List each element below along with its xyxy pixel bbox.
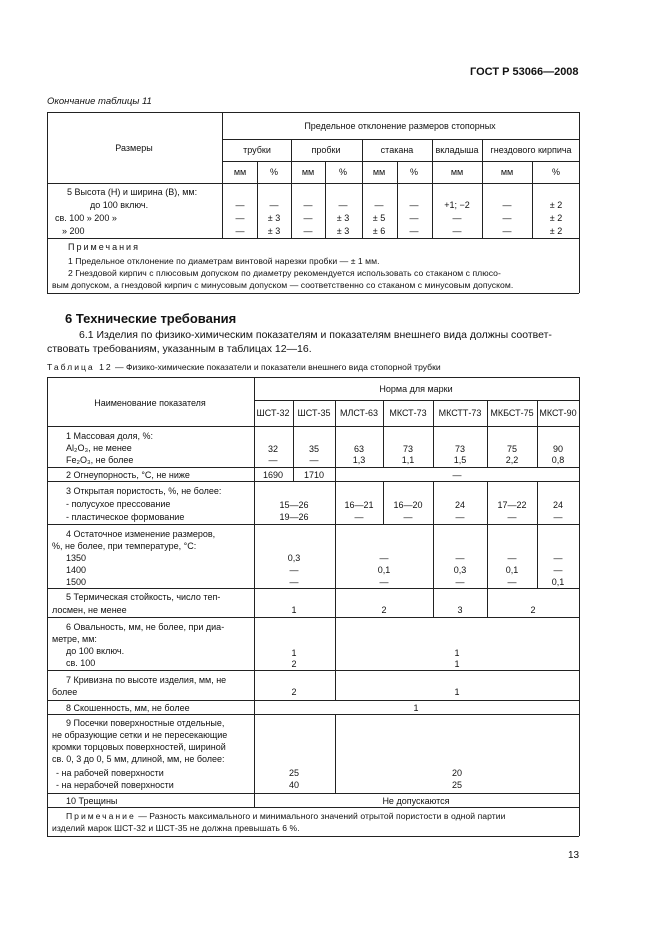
t11-col-sizes: Размеры (115, 143, 153, 153)
t12-cell: 0,1 (377, 565, 391, 575)
t11-cell: — (452, 226, 462, 236)
t12-cell: — (309, 455, 319, 465)
t12-cell: 0,1 (505, 565, 519, 575)
t12-cell: — (289, 565, 299, 575)
t11-unit: мм (450, 167, 464, 177)
t11-cell: — (235, 213, 245, 223)
t12-cell: 35 (308, 444, 320, 454)
t12-cell: 1 (291, 648, 297, 658)
t11-cell: — (409, 213, 419, 223)
t12-mark: МКСТ-90 (539, 408, 577, 418)
t12-cell: 16—21 (344, 500, 374, 510)
t11-cell: ± 2 (549, 213, 563, 223)
t11-cell: ± 2 (549, 226, 563, 236)
t12-cell: 19—26 (279, 512, 309, 522)
t11-cell: +1; −2 (444, 200, 470, 210)
t11-row-label: » 200 (62, 226, 85, 236)
t12-cell: 1 (454, 659, 460, 669)
t11-unit: % (409, 167, 419, 177)
t12-cell: 63 (353, 444, 365, 454)
t12-cell: — (455, 512, 465, 522)
t12-mark: ШСТ-32 (256, 408, 290, 418)
t12-cell: — (507, 577, 517, 587)
t11-row-label: 5 Высота (Н) и ширина (В), мм: (67, 187, 198, 197)
t12-row-label: 10 Трещины (66, 796, 118, 806)
t12-cell: 25 (451, 780, 463, 790)
t11-cell: — (303, 200, 313, 210)
t12-cell: 0,3 (287, 553, 301, 563)
t12-cell: 24 (552, 500, 564, 510)
t12-cell: 1 (413, 703, 419, 713)
t12-cell: — (268, 455, 278, 465)
t12-row-label: 8 Скошенность, мм, не более (66, 703, 190, 713)
t12-cell: — (553, 512, 563, 522)
t11-unit: мм (500, 167, 514, 177)
t12-row-label: - на рабочей поверхности (56, 768, 164, 778)
t11-sub-brick: гнездового кирпича (490, 145, 572, 155)
t11-sub-nozzle: стакана (380, 145, 414, 155)
t11-cell: — (409, 200, 419, 210)
t12-note-prefix: Примечание (66, 811, 136, 821)
t12-cell: 2,2 (505, 455, 519, 465)
t12-row-label: метре, мм: (52, 634, 97, 644)
t12-mark: МКБСТ-75 (490, 408, 534, 418)
table12-caption (47, 362, 441, 373)
t11-cell: — (269, 200, 279, 210)
t12-row-label: более (52, 687, 78, 697)
t12-row-label: 1 Массовая доля, %: (66, 431, 153, 441)
t11-unit: мм (372, 167, 386, 177)
t12-row-label: - на нерабочей поверхности (56, 780, 174, 790)
t11-cell: — (303, 226, 313, 236)
t12-cell: — (452, 470, 462, 480)
t12-note-line: изделий марок ШСТ-32 и ШСТ-35 не должна превышать 6 %. (52, 823, 300, 833)
t11-unit: % (338, 167, 348, 177)
t11-cell: — (235, 226, 245, 236)
t12-cell: 0,8 (551, 455, 565, 465)
t12-cell: 15—26 (279, 500, 309, 510)
t12-row-label: %, не более, при температуре, °С: (52, 541, 197, 551)
t12-cell: 16—20 (393, 500, 423, 510)
t12-cell: 1,5 (453, 455, 467, 465)
t12-cell: — (354, 512, 364, 522)
t12-cell: 75 (506, 444, 518, 454)
t11-note-2a: 2 Гнездовой кирпич с плюсовым допуском по диаметру рекомендуется использовать со стаканом с плюсо- (68, 268, 501, 278)
t11-unit: мм (233, 167, 247, 177)
t11-cell: — (374, 200, 384, 210)
t11-cell: ± 3 (336, 213, 350, 223)
table12-caption-prefix: Таблица 12 (47, 362, 113, 372)
t12-row-label: св. 100 (66, 658, 96, 668)
t12-row-label: 2 Огнеупорность, °С, не ниже (66, 470, 190, 480)
t12-row-label: 3 Открытая пористость, %, не более: (66, 486, 222, 496)
t12-cell: 3 (457, 605, 463, 615)
t12-cell: 20 (451, 768, 463, 778)
t12-cell: — (553, 553, 563, 563)
t12-cell: 0,1 (551, 577, 565, 587)
t11-notes-title: Примечания (68, 242, 140, 252)
t11-sub-insert: вкладыша (435, 145, 479, 155)
t11-cell: — (338, 200, 348, 210)
t12-row-label: лосмен, не менее (52, 605, 127, 615)
t12-row-label: кромки торцовых поверхностей, шириной (52, 742, 226, 752)
t12-col-name: Наименование показателя (94, 398, 206, 408)
t12-cell: 73 (402, 444, 414, 454)
t12-cell: 2 (291, 659, 297, 669)
t12-mark: ШСТ-35 (297, 408, 331, 418)
t12-cell: 24 (454, 500, 466, 510)
t12-cell: — (455, 577, 465, 587)
t12-cell: 17—22 (497, 500, 527, 510)
t12-note-line (66, 811, 505, 822)
t12-row-label: 7 Кривизна по высоте изделия, мм, не (66, 675, 227, 685)
t12-cell: 40 (288, 780, 300, 790)
t12-cell: — (553, 565, 563, 575)
t11-row-label: св. 100 » 200 » (55, 213, 117, 223)
t11-cell: ± 3 (267, 226, 281, 236)
t12-row-label: не образующие сетки и не пересекающие (52, 730, 228, 740)
table11-caption: Окончание таблицы 11 (47, 96, 152, 107)
section-title: 6 Технические требования (65, 311, 237, 326)
t12-cell: 73 (454, 444, 466, 454)
t12-cell: Не допускаются (382, 796, 450, 806)
t12-row-label: 6 Овальность, мм, не более, при диа- (66, 622, 225, 632)
t12-note-text: — Разность максимального и минимального значений отрытой пористости в одной партии (138, 811, 506, 821)
t12-row-label: Fe₂O₃, не более (66, 455, 134, 465)
t11-col-group: Предельное отклонение размеров стопорных (304, 121, 496, 131)
t11-cell: ± 3 (267, 213, 281, 223)
t12-row-label: 1400 (66, 565, 87, 575)
t11-cell: ± 3 (336, 226, 350, 236)
t12-cell: 1690 (262, 470, 284, 480)
section-paragraph: 6.1 Изделия по физико-химическим показателям и показателям внешнего вида должны соответ- (79, 329, 552, 341)
t12-row-label: 1500 (66, 577, 87, 587)
t12-row-label: 5 Термическая стойкость, число теп- (66, 592, 221, 602)
t12-mark: МЛСТ-63 (339, 408, 379, 418)
t11-unit: % (551, 167, 561, 177)
t12-cell: — (379, 553, 389, 563)
t11-sub-plug: пробки (311, 145, 341, 155)
t12-mark: МКСТТ-73 (438, 408, 482, 418)
t12-cell: 1,1 (401, 455, 415, 465)
t12-row-label: - полусухое прессование (66, 499, 171, 509)
t11-cell: — (409, 226, 419, 236)
t12-row-label: 9 Посечки поверхностные отдельные, (66, 718, 225, 728)
section-paragraph: ствовать требованиям, указанным в таблицах 12—16. (47, 343, 312, 355)
t11-cell: — (303, 213, 313, 223)
t12-row-label: 1350 (66, 553, 87, 563)
t11-note-1: 1 Предельное отклонение по диаметрам винтовой нарезки пробки — ± 1 мм. (68, 256, 380, 266)
table12-caption-text: — Физико-химические показатели и показатели внешнего вида стопорной трубки (115, 362, 441, 372)
t11-cell: — (502, 226, 512, 236)
t12-row-label: - пластическое формование (66, 512, 185, 522)
t12-mark: МКСТ-73 (389, 408, 427, 418)
page-number: 13 (568, 850, 580, 861)
t11-cell: ± 2 (549, 200, 563, 210)
t12-cell: 1 (454, 648, 460, 658)
t11-cell: — (235, 200, 245, 210)
t12-cell: — (379, 577, 389, 587)
t12-cell: 32 (267, 444, 279, 454)
t12-cell: 1,3 (352, 455, 366, 465)
t12-cell: — (507, 512, 517, 522)
t11-cell: — (502, 213, 512, 223)
t12-cell: 2 (291, 687, 297, 697)
t12-row-label: св. 0, 3 до 0, 5 мм, длиной, мм, не более: (52, 754, 225, 764)
document-code: ГОСТ Р 53066—2008 (470, 66, 579, 78)
t12-row-label: Al₂O₃, не менее (66, 443, 132, 453)
t11-cell: — (452, 213, 462, 223)
t12-cell: — (403, 512, 413, 522)
t12-row-label: до 100 включ. (66, 646, 125, 656)
t12-cell: 1 (291, 605, 297, 615)
t12-cell: 2 (530, 605, 536, 615)
t11-unit: % (269, 167, 279, 177)
t11-cell: — (502, 200, 512, 210)
t12-cell: — (455, 553, 465, 563)
t11-cell: ± 6 (372, 226, 386, 236)
t12-cell: 2 (381, 605, 387, 615)
t12-cell: — (289, 577, 299, 587)
t12-cell: 0,3 (453, 565, 467, 575)
t11-sub-tube: трубки (243, 145, 271, 155)
t12-cell: — (507, 553, 517, 563)
t11-note-2b: вым допуском, а гнездовой кирпич с минусовым допуском — соответственно со стаканом с минусовым допуском. (52, 280, 514, 290)
t11-unit: мм (301, 167, 315, 177)
t11-cell: ± 5 (372, 213, 386, 223)
t12-col-norm: Норма для марки (379, 384, 453, 394)
t12-row-label: 4 Остаточное изменение размеров, (66, 529, 216, 539)
t12-cell: 1710 (303, 470, 325, 480)
t12-cell: 90 (552, 444, 564, 454)
t12-cell: 1 (454, 687, 460, 697)
t11-row-label: до 100 включ. (90, 200, 149, 210)
t12-cell: 25 (288, 768, 300, 778)
